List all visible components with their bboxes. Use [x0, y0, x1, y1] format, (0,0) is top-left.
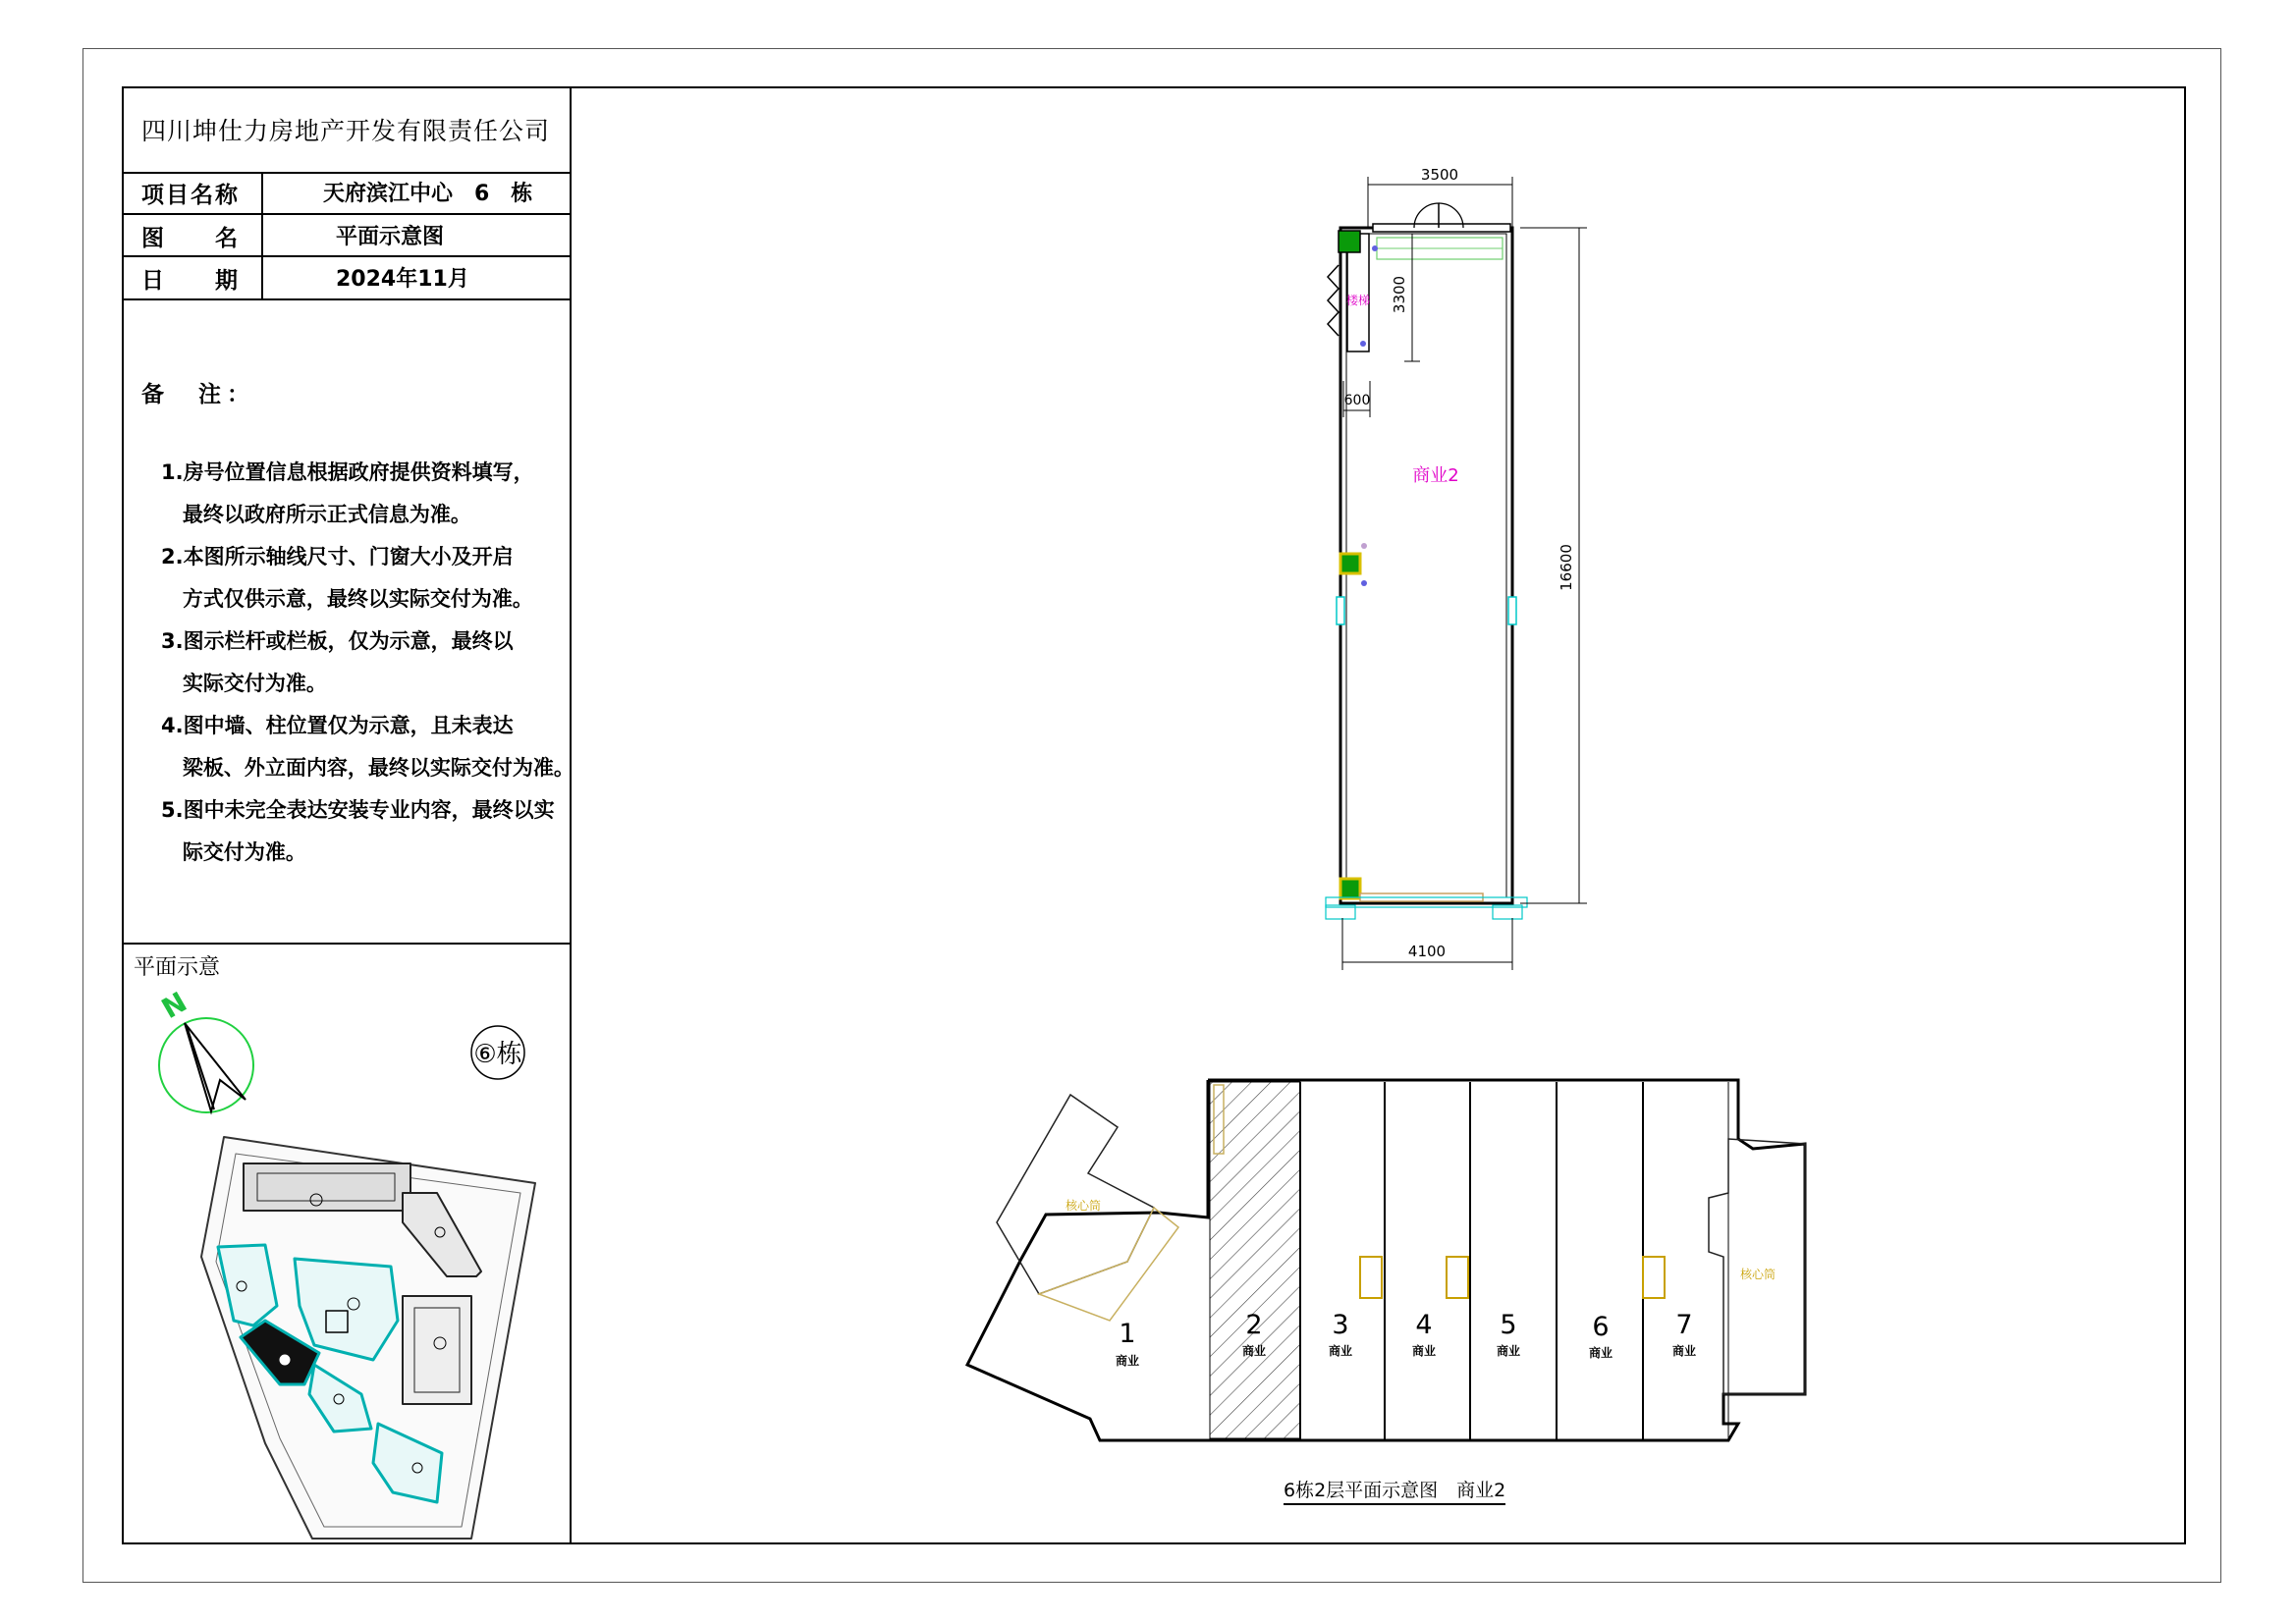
unit-number: 7	[1675, 1310, 1693, 1340]
unit-3	[1329, 1310, 1352, 1358]
site-map	[201, 1137, 535, 1539]
unit-2	[1242, 1310, 1266, 1358]
unit-plan	[1326, 166, 1587, 970]
date-label: 日 期	[141, 268, 240, 294]
dim-small: 600	[1343, 393, 1371, 408]
note-line: 最终以政府所示正式信息为准。	[161, 503, 471, 526]
drawing-label: 图 名	[141, 226, 240, 251]
drawing-value: 平面示意图	[336, 225, 445, 249]
unit-number: 2	[1245, 1310, 1263, 1340]
note-line: 际交付为准。	[161, 840, 306, 864]
dim-right: 16600	[1558, 544, 1575, 591]
stair-label: 楼梯	[1345, 294, 1371, 307]
unit-6	[1589, 1312, 1613, 1360]
core-label: 核心筒	[1739, 1268, 1777, 1281]
room-label: 商业2	[1412, 465, 1459, 486]
dim-bottom: 4100	[1407, 943, 1447, 960]
building-badge	[471, 1026, 524, 1079]
unit-number: 3	[1332, 1310, 1349, 1340]
unit-number: 1	[1119, 1319, 1136, 1349]
unit-use: 商业	[1328, 1344, 1353, 1358]
dim-stair: 3300	[1391, 275, 1408, 314]
dim-top: 3500	[1420, 166, 1459, 184]
unit-use: 商业	[1588, 1346, 1613, 1360]
unit-5	[1497, 1310, 1520, 1358]
date-value: 2024年11月	[336, 267, 469, 292]
company-name: 四川坤仕力房地产开发有限责任公司	[140, 116, 550, 145]
site-plan-title: 平面示意	[134, 955, 221, 980]
unit-use: 商业	[1496, 1344, 1521, 1358]
unit-use: 商业	[1671, 1344, 1697, 1358]
note-line: 2.本图所示轴线尺寸、门窗大小及开启	[161, 545, 514, 568]
unit-use: 商业	[1411, 1344, 1437, 1358]
note-line: 5.图中未完全表达安装专业内容，最终以实	[161, 798, 555, 822]
note-line: 梁板、外立面内容，最终以实际交付为准。	[161, 756, 574, 780]
note-line: 方式仅供示意，最终以实际交付为准。	[161, 587, 533, 611]
floor-plan-caption: 6栋2层平面示意图 商业2	[1284, 1476, 1505, 1505]
note-line: 3.图示栏杆或栏板，仅为示意，最终以	[161, 629, 514, 653]
project-label: 项目名称	[141, 183, 240, 208]
note-line: 1.房号位置信息根据政府提供资料填写，	[161, 460, 534, 484]
unit-7	[1672, 1310, 1696, 1358]
floor-key-plan	[967, 1080, 1805, 1440]
unit-number: 6	[1592, 1312, 1610, 1342]
unit-4	[1412, 1310, 1436, 1358]
north-label: N	[156, 985, 192, 1026]
unit-use: 商业	[1115, 1354, 1140, 1368]
notes-title: 备 注：	[141, 382, 255, 407]
unit-use: 商业	[1241, 1344, 1267, 1358]
note-line: 4.图中墙、柱位置仅为示意，且未表达	[161, 714, 514, 737]
unit-number: 4	[1415, 1310, 1433, 1340]
core-label: 核心筒	[1066, 1199, 1102, 1213]
unit-1	[1116, 1319, 1139, 1368]
compass	[156, 986, 253, 1112]
unit-number: 5	[1500, 1310, 1517, 1340]
project-value: 天府滨江中心 6 栋	[323, 182, 533, 206]
building-badge-text: ⑥栋	[473, 1040, 522, 1069]
note-line: 实际交付为准。	[161, 672, 327, 695]
